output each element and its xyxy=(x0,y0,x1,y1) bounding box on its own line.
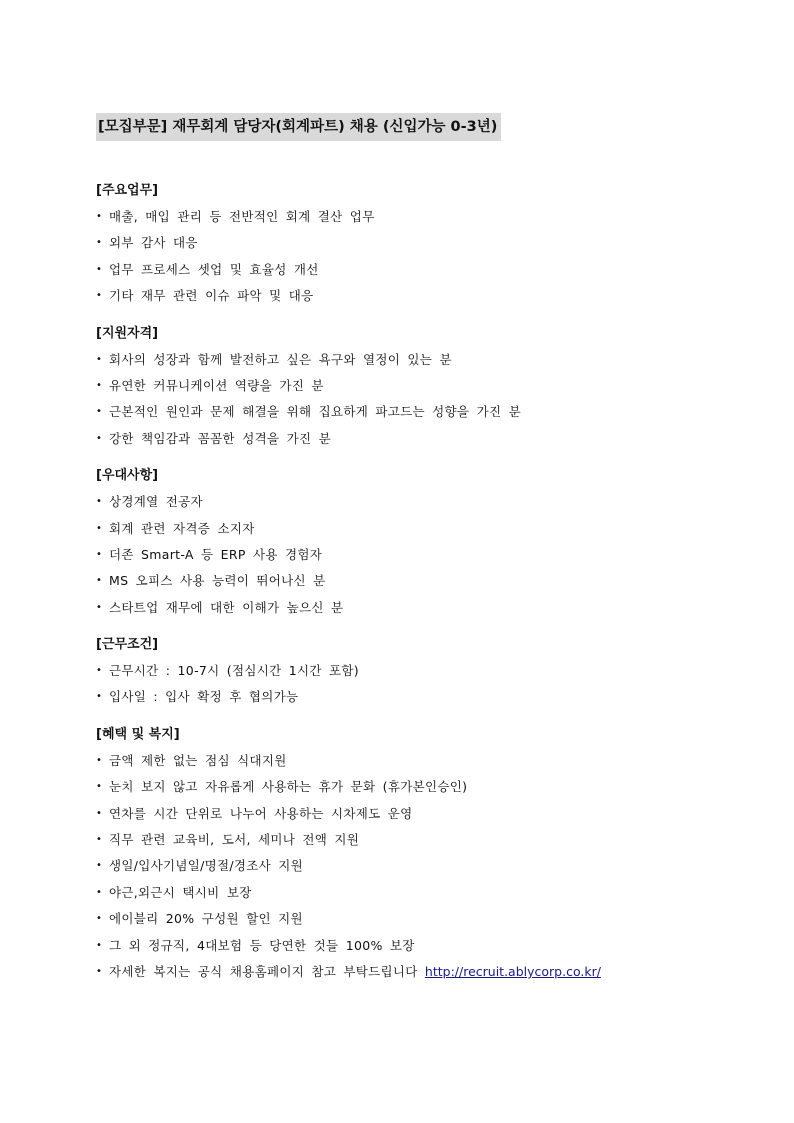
list-item-text: 입사일 : 입사 확정 후 협의가능 xyxy=(109,689,299,705)
list-item-text: 자세한 복지는 공식 채용홈페이지 참고 부탁드립니다 xyxy=(109,963,425,979)
list-item-text: 직무 관련 교육비, 도서, 세미나 전액 지원 xyxy=(109,832,360,848)
section-conditions xyxy=(96,632,736,711)
bullet-icon: • xyxy=(96,379,103,391)
bullet-icon: • xyxy=(96,807,103,819)
list-item-text: 상경계열 전공자 xyxy=(109,494,203,510)
list-item-text: 야근,외근시 택시비 보장 xyxy=(109,884,252,900)
list-item xyxy=(96,426,736,452)
bullet-icon: • xyxy=(96,496,103,508)
bullet-icon: • xyxy=(96,522,103,534)
list-item xyxy=(96,906,736,932)
recruit-site-link[interactable]: http://recruit.ablycorp.co.kr/ xyxy=(424,963,601,979)
list-item xyxy=(96,283,736,309)
list-item xyxy=(96,748,736,774)
list-item xyxy=(96,257,736,283)
section-heading: [우대사항] xyxy=(96,468,159,484)
section-heading: [지원자격] xyxy=(96,325,159,341)
document-body xyxy=(96,178,736,985)
bullet-icon: • xyxy=(96,781,103,793)
list-item xyxy=(96,801,736,827)
bullet-icon: • xyxy=(96,665,103,677)
list-item xyxy=(96,489,736,515)
bullet-list xyxy=(96,658,736,711)
section-heading: [근무조건] xyxy=(96,637,159,653)
list-item xyxy=(96,853,736,879)
section-main-duties xyxy=(96,178,736,310)
list-item-text: 외부 감사 대응 xyxy=(109,235,198,251)
bullet-list xyxy=(96,748,736,986)
list-item-text: 에이블리 20% 구성원 할인 지원 xyxy=(109,911,303,927)
page-title: [모집부문] 재무회계 담당자(회계파트) 채용 (신입가능 0-3년) xyxy=(96,113,501,141)
section-benefits xyxy=(96,722,736,986)
list-item-text: 스타트업 재무에 대한 이해가 높으신 분 xyxy=(109,599,344,615)
bullet-icon: • xyxy=(96,432,103,444)
bullet-icon: • xyxy=(96,211,103,222)
section-qualifications xyxy=(96,321,736,453)
bullet-icon: • xyxy=(96,965,103,977)
list-item-text: 기타 재무 관련 이슈 파악 및 대응 xyxy=(109,288,314,304)
bullet-icon: • xyxy=(96,263,103,275)
list-item-text: 매출, 매입 관리 등 전반적인 회계 결산 업무 xyxy=(109,209,375,224)
list-item-text: 금액 제한 없는 점심 식대지원 xyxy=(109,752,287,768)
list-item xyxy=(96,827,736,853)
bullet-icon: • xyxy=(96,939,103,951)
list-item-text: 회계 관련 자격증 소지자 xyxy=(109,520,255,536)
bullet-icon: • xyxy=(96,575,103,587)
list-item xyxy=(96,774,736,800)
bullet-icon: • xyxy=(96,353,103,365)
section-preferred xyxy=(96,463,736,621)
bullet-icon: • xyxy=(96,237,103,249)
list-item xyxy=(96,568,736,594)
list-item xyxy=(96,959,736,985)
section-heading: [주요업무] xyxy=(96,183,159,198)
list-item xyxy=(96,880,736,906)
bullet-icon: • xyxy=(96,754,103,766)
list-item-text: 근무시간 : 10-7시 (점심시간 1시간 포함) xyxy=(109,663,359,679)
list-item-text: 유연한 커뮤니케이션 역량을 가진 분 xyxy=(109,377,324,393)
bullet-icon: • xyxy=(96,290,103,302)
list-item xyxy=(96,933,736,959)
list-item-text: 그 외 정규직, 4대보험 등 당연한 것들 100% 보장 xyxy=(109,937,415,953)
section-heading: [혜택 및 복지] xyxy=(96,726,180,742)
bullet-list xyxy=(96,204,736,310)
list-item-text: 생일/입사기념일/명절/경조사 지원 xyxy=(109,858,304,874)
bullet-icon: • xyxy=(96,886,103,898)
list-item-text: 눈치 보지 않고 자유롭게 사용하는 휴가 문화 (휴가본인승인) xyxy=(109,779,468,795)
list-item xyxy=(96,399,736,425)
list-item-text: 회사의 성장과 함께 발전하고 싶은 욕구와 열정이 있는 분 xyxy=(109,351,452,367)
list-item-text: 더존 Smart-A 등 ERP 사용 경험자 xyxy=(109,546,323,562)
bullet-icon: • xyxy=(96,834,103,846)
list-item xyxy=(96,542,736,568)
bullet-icon: • xyxy=(96,548,103,560)
list-item-text: 강한 책임감과 꼼꼼한 성격을 가진 분 xyxy=(109,430,331,446)
list-item-text: 근본적인 원인과 문제 해결을 위해 집요하게 파고드는 성향을 가진 분 xyxy=(109,404,521,420)
bullet-icon: • xyxy=(96,913,103,925)
bullet-list xyxy=(96,489,736,621)
bullet-list xyxy=(96,347,736,453)
list-item xyxy=(96,595,736,621)
list-item xyxy=(96,658,736,684)
list-item xyxy=(96,230,736,256)
list-item xyxy=(96,684,736,710)
list-item-text: MS 오피스 사용 능력이 뛰어나신 분 xyxy=(109,573,326,589)
bullet-icon: • xyxy=(96,860,103,872)
bullet-icon: • xyxy=(96,601,103,613)
list-item-text: 연차를 시간 단위로 나누어 사용하는 시차제도 운영 xyxy=(109,805,413,821)
bullet-icon: • xyxy=(96,406,103,418)
list-item-text: 업무 프로세스 셋업 및 효율성 개선 xyxy=(109,261,319,277)
list-item xyxy=(96,204,736,230)
list-item xyxy=(96,373,736,399)
list-item xyxy=(96,347,736,373)
list-item xyxy=(96,516,736,542)
bullet-icon: • xyxy=(96,691,103,703)
